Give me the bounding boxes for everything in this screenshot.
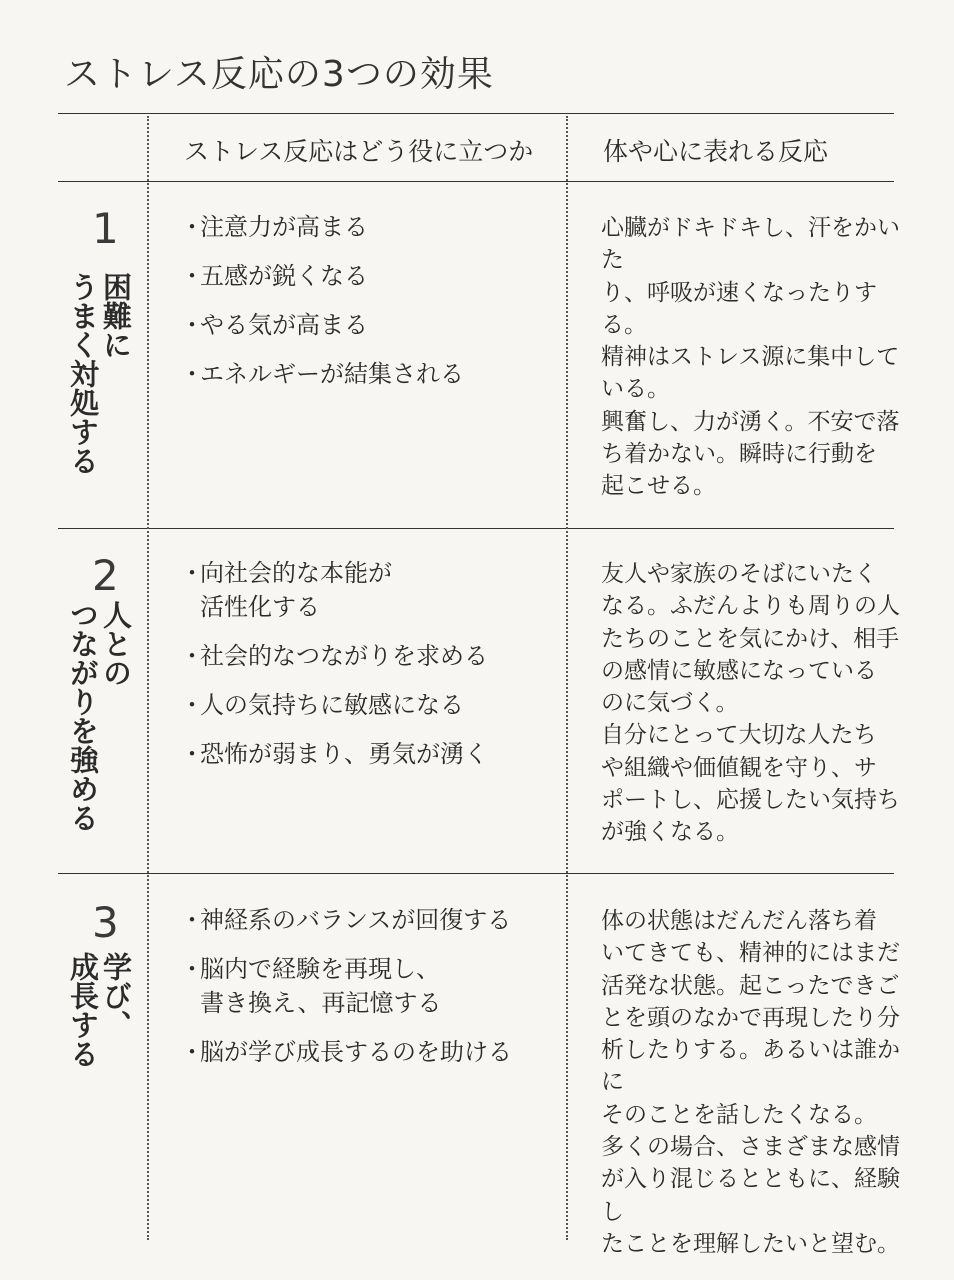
list-item: ・ 五感が鋭くなる <box>180 262 368 290</box>
column-divider-2 <box>566 116 568 1240</box>
row-3-label-line2: 成長する <box>66 952 100 1068</box>
list-item: ・ 向社会的な本能が 活性化する <box>180 559 392 621</box>
column-divider-1 <box>147 116 149 1240</box>
list-item: ・ 注意力が高まる <box>180 213 368 241</box>
list-item: ・ 脳が学び成長するのを助ける <box>180 1038 512 1066</box>
list-item: ・ 神経系のバランスが回復する <box>180 906 512 934</box>
row-2-label-line1: 人との <box>99 600 133 687</box>
row-3-effects-list <box>180 903 555 1084</box>
list-item: ・ 脳内で経験を再現し、 書き換え、再記憶する <box>180 955 442 1017</box>
row-1-label-line1: 困難に <box>99 272 133 359</box>
row-1-label-line2: うまく対処する <box>66 272 100 475</box>
row-2-response: 友人や家族のそばにいたく なる。ふだんよりも周りの人 たちのことを気にかけ、相手 の感情に敏感になっている のに気づく。 自分にとって大切な人たち や組織や価値観を守り、サ ポートし、応援したい気持ち が強くなる。 <box>601 561 900 846</box>
row-3-label-line1: 学び、 <box>99 952 133 1039</box>
row-2-effects-list <box>180 556 555 786</box>
page-title: ストレス反応の3つの効果 <box>64 54 494 95</box>
row-divider-1 <box>58 528 894 529</box>
row-3-number: 3 <box>92 898 119 947</box>
list-item: ・ 社会的なつながりを求める <box>180 642 488 670</box>
row-1-number: 1 <box>92 204 119 253</box>
row-divider-2 <box>58 873 894 874</box>
row-1-response: 心臓がドキドキし、汗をかいた り、呼吸が速くなったりする。 精神はストレス源に集中して いる。 興奮し、力が湧く。不安で落 ち着かない。瞬時に行動を 起こせる。 <box>601 215 900 500</box>
list-item: ・ 人の気持ちに敏感になる <box>180 691 464 719</box>
row-1-effects-list <box>180 210 555 406</box>
list-item: ・ やる気が高まる <box>180 311 368 339</box>
row-2-label-line2: つながりを強める <box>66 600 100 832</box>
header-how-it-helps: ストレス反応はどう役に立つか <box>184 137 534 166</box>
list-item: ・ エネルギーが結集される <box>180 360 464 388</box>
list-item: ・ 恐怖が弱まり、勇気が湧く <box>180 740 488 768</box>
row-2-number: 2 <box>92 551 119 600</box>
top-rule <box>58 113 894 114</box>
header-rule <box>58 181 894 182</box>
header-body-mind-response: 体や心に表れる反応 <box>603 137 829 166</box>
row-3-response: 体の状態はだんだん落ち着 いてきても、精神的にはまだ 活発な状態。起こったできご とを頭のなかで再現したり分 析したりする。あるいは誰かに そのことを話したくなる。 多くの場合、さまざまな感情 が入り混じるとともに、経験し たことを理解したいと望む。 <box>601 908 900 1257</box>
